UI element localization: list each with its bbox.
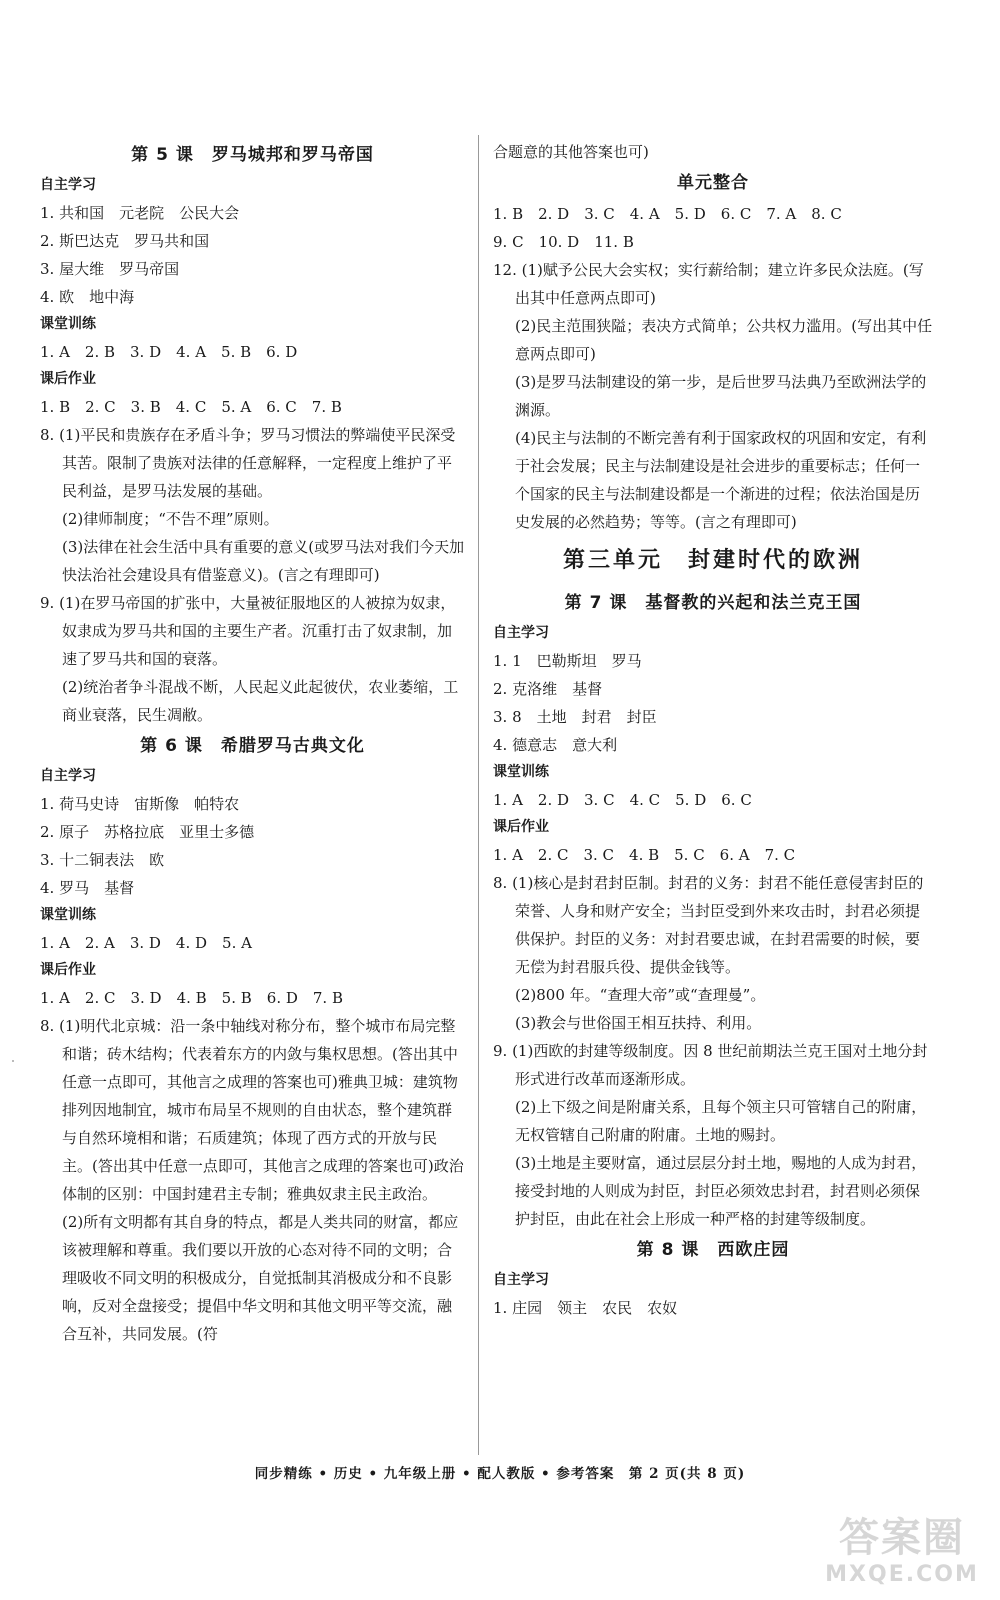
lesson-5-q8-part2: (2)律师制度；“不告不理”原则。 [62, 510, 279, 528]
lesson-6-q8-part1: 8. (1)明代北京城：沿一条中轴线对称分布，整个城市布局完整和谐；砖木结构；代表着东方的内敛与集权思想。(答出其中任意一点即可，其他言之成理的答案也可)雅典卫城：建筑物排列因地制宜，城市布局呈不规则的自由状态，整个建筑群与自然环境相和谐；石质建筑；体现了西方式的开放与民主。(答出其中任意一点即可，其他言之成理的答案也可)政治体制的区别：中国封建君主专制；雅典奴隶主民主政治。 [40, 1017, 464, 1203]
watermark-bottom-text: MXQE.COM [825, 1562, 979, 1587]
lesson-7-class-training-heading: 课堂训练 [493, 764, 549, 780]
watermark-top-text: 答案圈 [839, 1515, 965, 1561]
lesson-7-q9-part2: (2)上下级之间是附庸关系，且每个领主只可管辖自己的附庸，无权管辖自己附庸的附庸。土地的赐封。 [515, 1098, 927, 1144]
lesson-6-self-study-1: 1. 荷马史诗 宙斯像 帕特农 [40, 795, 240, 813]
lesson-5-q9-part2: (2)统治者争斗混战不断，人民起义此起彼伏，农业萎缩，工商业衰落，民生凋敝。 [62, 678, 459, 724]
lesson-6-class-training-answers: 1. A 2. A 3. D 4. D 5. A [40, 934, 252, 952]
lesson-6-self-study-heading: 自主学习 [40, 768, 96, 784]
lesson-7-self-study-heading: 自主学习 [493, 625, 549, 641]
lesson-8-title: 第 8 课 西欧庄园 [636, 1240, 790, 1260]
watermark-logo [812, 1514, 992, 1594]
lesson-5-class-training-heading: 课堂训练 [40, 316, 96, 332]
lesson-5-self-study-2: 2. 斯巴达克 罗马共和国 [40, 232, 210, 250]
left-column [40, 138, 465, 1348]
lesson-7-title: 第 7 课 基督教的兴起和法兰克王国 [564, 593, 862, 613]
lesson-7-class-training-answers: 1. A 2. D 3. C 4. C 5. D 6. C [493, 791, 752, 809]
unit-summary-q12-part2: (2)民主范围狭隘；表决方式简单；公共权力滥用。(写出其中任意两点即可) [515, 317, 933, 363]
lesson-5-self-study-3: 3. 屋大维 罗马帝国 [40, 260, 180, 278]
lesson-5-q8-part1: 8. (1)平民和贵族存在矛盾斗争；罗马习惯法的弊端使平民深受其苦。限制了贵族对法律的任意解释，一定程度上维护了平民利益，是罗马法发展的基础。 [40, 426, 456, 500]
lesson-5-self-study-heading: 自主学习 [40, 177, 96, 193]
lesson-6-title: 第 6 课 希腊罗马古典文化 [140, 736, 365, 756]
unit-summary-answers-1: 1. B 2. D 3. C 4. A 5. D 6. C 7. A 8. C [493, 205, 842, 223]
lesson-5-self-study-1: 1. 共和国 元老院 公民大会 [40, 204, 240, 222]
lesson-6-self-study-3: 3. 十二铜表法 欧 [40, 851, 165, 869]
lesson-5-self-study-4: 4. 欧 地中海 [40, 288, 135, 306]
unit-3-title: 第三单元 封建时代的欧洲 [562, 548, 863, 573]
lesson-7-q9-part1: 9. (1)西欧的封建等级制度。因 8 世纪前期法兰克王国对土地分封形式进行改革而逐渐形成。 [493, 1042, 928, 1088]
lesson-7-q8-part2: (2)800 年。“查理大帝”或“查理曼”。 [515, 986, 766, 1004]
lesson-7-self-study-2: 2. 克洛维 基督 [493, 680, 603, 698]
lesson-7-self-study-4: 4. 德意志 意大利 [493, 736, 618, 754]
lesson-8-self-study-1: 1. 庄园 领主 农民 农奴 [493, 1299, 678, 1317]
right-column [493, 138, 933, 1322]
lesson-7-q9-part3: (3)土地是主要财富，通过层层分封土地，赐地的人成为封君，接受封地的人则成为封臣，封臣必须效忠封君，封君则必须保护封臣，由此在社会上形成一种严格的封建等级制度。 [515, 1154, 927, 1228]
unit-summary-q12-part4: (4)民主与法制的不断完善有利于国家政权的巩固和安定，有利于社会发展；民主与法制建设是社会进步的重要标志；任何一个国家的民主与法制建设都是一个渐进的过程；依法治国是历史发展的必然趋势；等等。(言之有理即可) [515, 429, 927, 531]
unit-summary-q12-part1: 12. (1)赋予公民大会实权；实行薪给制；建立许多民众法庭。(写出其中任意两点即可) [493, 261, 924, 307]
continuation-text: 合题意的其他答案也可) [493, 143, 649, 161]
lesson-7-homework-answers: 1. A 2. C 3. C 4. B 5. C 6. A 7. C [493, 846, 796, 864]
margin-dot [12, 1060, 14, 1062]
lesson-7-homework-heading: 课后作业 [493, 819, 549, 835]
lesson-6-self-study-2: 2. 原子 苏格拉底 亚里士多德 [40, 823, 255, 841]
lesson-7-q8-part3: (3)教会与世俗国王相互扶持、利用。 [515, 1014, 762, 1032]
lesson-7-q8-part1: 8. (1)核心是封君封臣制。封君的义务：封君不能任意侵害封臣的荣誉、人身和财产安全；当封臣受到外来攻击时，封君必须提供保护。封臣的义务：对封君要忠诚，在封君需要的时候，要无偿为封君服兵役、提供金钱等。 [493, 874, 924, 976]
lesson-7-self-study-3: 3. 8 土地 封君 封臣 [493, 708, 657, 726]
unit-summary-title: 单元整合 [677, 173, 749, 193]
lesson-6-q8-part2: (2)所有文明都有其自身的特点，都是人类共同的财富，都应该被理解和尊重。我们要以开放的心态对待不同的文明；合理吸收不同文明的积极成分，自觉抵制其消极成分和不良影响，反对全盘接受；提倡中华文明和其他文明平等交流，融合互补，共同发展。(符 [62, 1213, 459, 1343]
page-footer: 同步精练 • 历史 • 九年级上册 • 配人教版 • 参考答案 第 2 页(共 8 页) [254, 1466, 746, 1482]
lesson-5-homework-heading: 课后作业 [40, 371, 96, 387]
unit-summary-answers-2: 9. C 10. D 11. B [493, 233, 634, 251]
lesson-5-q9-part1: 9. (1)在罗马帝国的扩张中，大量被征服地区的人被掠为奴隶，奴隶成为罗马共和国的主要生产者。沉重打击了奴隶制，加速了罗马共和国的衰落。 [40, 594, 456, 668]
lesson-8-self-study-heading: 自主学习 [493, 1272, 549, 1288]
lesson-6-homework-answers: 1. A 2. C 3. D 4. B 5. B 6. D 7. B [40, 989, 343, 1007]
column-divider [478, 135, 479, 1455]
lesson-5-q8-part3: (3)法律在社会生活中具有重要的意义(或罗马法对我们今天加快法治社会建设具有借鉴意义)。(言之有理即可) [62, 538, 465, 584]
unit-summary-q12-part3: (3)是罗马法制建设的第一步，是后世罗马法典乃至欧洲法学的渊源。 [515, 373, 927, 419]
lesson-7-self-study-1: 1. 1 巴勒斯坦 罗马 [493, 652, 642, 670]
lesson-6-class-training-heading: 课堂训练 [40, 907, 96, 923]
lesson-6-self-study-4: 4. 罗马 基督 [40, 879, 135, 897]
lesson-5-title: 第 5 课 罗马城邦和罗马帝国 [131, 145, 374, 165]
lesson-6-homework-heading: 课后作业 [40, 962, 96, 978]
lesson-5-class-training-answers: 1. A 2. B 3. D 4. A 5. B 6. D [40, 343, 298, 361]
lesson-5-homework-answers: 1. B 2. C 3. B 4. C 5. A 6. C 7. B [40, 398, 342, 416]
